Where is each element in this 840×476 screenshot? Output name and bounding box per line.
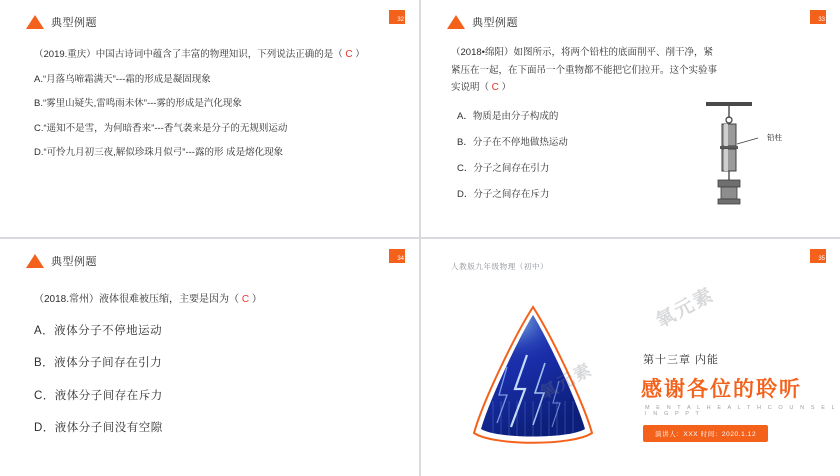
slide-3-option-a: A．液体分子不停地运动 [34,325,163,337]
chapter-title: 第十三章 内能 [643,354,720,366]
triangle-bullet-icon [26,254,44,268]
slide-2-header [447,14,518,30]
slide-2-page-chip: 33 [810,10,826,24]
thank-you-title: 感谢各位的聆听 [641,378,802,401]
slide-3-stem [34,291,395,308]
watermark-1: 氧元素 [652,284,719,333]
artwork-svg [449,297,617,457]
subtitle-english: M E N T A L H E A L T H C O U N S E L I N G P P T [645,405,838,417]
decorative-artwork [449,297,617,457]
lead-cylinder-svg [692,98,788,208]
slide-3[interactable] [0,238,420,476]
triangle-bullet-icon [447,15,465,29]
slide-2-option-a: A．物质是由分子构成的 [457,110,559,122]
slide-2-answer: C [491,82,499,94]
slide-3-option-d: D．液体分子间没有空隙 [34,422,163,435]
slide-1-option-a: A.“月落乌啼霜满天”---霜的形成是凝固现象 [34,74,211,86]
slide-1-stem-text: （2019.重庆）中国古诗词中蕴含了丰富的物理知识，下列说法正确的是（ [34,49,343,60]
slide-3-option-b: B．液体分子间存在引力 [34,357,163,370]
speaker-badge: 演讲人：XXX 时间：2020.1.12 [643,425,768,442]
slide-1-option-c: C.“遥知不是雪，为何暗香来”---香气袭来是分子的无规则运动 [34,122,288,134]
slide-2-stem-tail: ） [501,82,512,94]
lead-cylinder-diagram [692,98,788,208]
slide-3-page-chip: 34 [389,249,405,263]
slide-2-question [451,44,720,213]
slide-2-stem [451,44,720,98]
slide-3-question [34,291,395,452]
slide-1[interactable] [0,0,420,238]
slide-1-option-d: D.“可怜九月初三夜,解似珍珠月似弓”---露的形 成是熔化现象 [34,146,284,158]
slide-1-question [34,46,395,169]
slide-3-answer: C [241,294,250,305]
watermark-2: 氧元素 [536,359,597,404]
slide-1-header-label: 典型例题 [51,17,97,29]
lead-cylinder-label: 铅柱 [767,133,782,142]
slide-2-header-label: 典型例题 [472,17,518,29]
slide-2-option-b: B．分子在不停地做热运动 [457,136,568,148]
slide-2-option-d: D．分子之间存在斥力 [457,189,550,201]
slide-1-stem [34,46,395,63]
slide-1-page-chip: 32 [389,10,405,24]
slide-3-header [26,253,97,269]
slide-2-stem-text: （2018•绵阳）如图所示，将两个铅柱的底面削平、削干净，紧紧压在一起，在下面吊一个重物都不能把它们拉开。这个实验事实说明（ [451,47,718,94]
slide-4-thank-you[interactable] [420,238,840,476]
slide-1-stem-tail: ） [355,49,365,60]
slide-1-answer: C [345,49,353,60]
slide-2-option-c: C．分子之间存在引力 [457,163,550,174]
slide-2[interactable] [420,0,840,238]
slide-3-option-c: C．液体分子间存在斥力 [34,389,163,402]
slide-1-option-b: B.“雾里山疑失,雷鸣雨未休”---雾的形成是汽化现象 [34,98,242,110]
triangle-bullet-icon [26,15,44,29]
slide-1-header [26,14,97,30]
slide-3-stem-tail: ） [251,294,262,305]
slide-3-stem-text: （2018.常州）液体很难被压缩，主要是因为（ [34,294,240,305]
slide-3-header-label: 典型例题 [51,256,97,268]
slide-4-breadcrumb: 人教版九年级物理（初中） [451,262,549,271]
slide-4-page-chip: 35 [810,249,826,263]
